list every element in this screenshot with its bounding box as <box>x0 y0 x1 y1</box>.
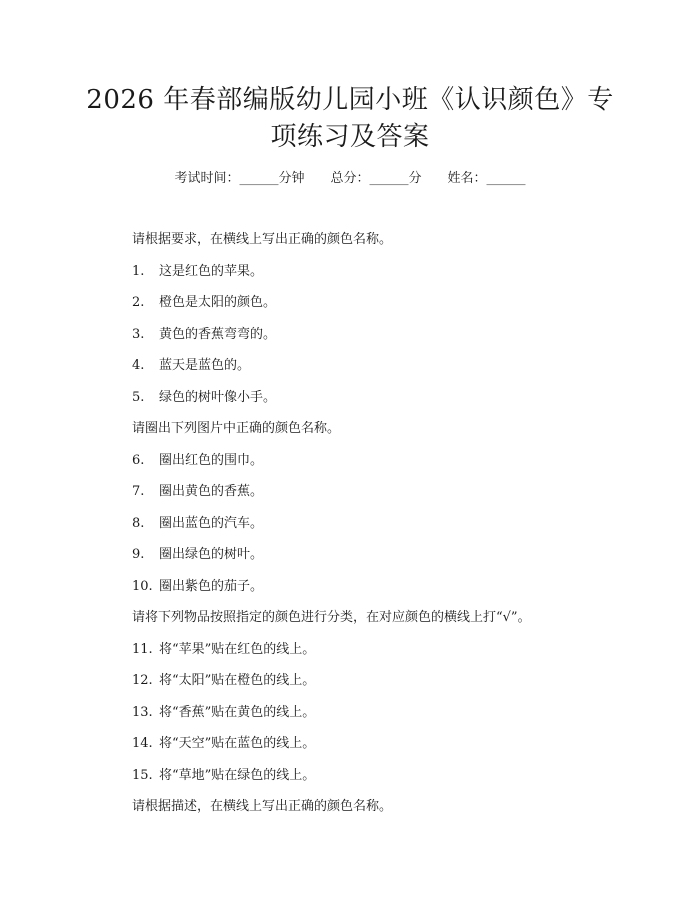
exam-time-field: 考试时间：______分钟 <box>174 171 305 186</box>
question-item <box>132 324 632 356</box>
question-item <box>132 261 632 293</box>
question-text: 圈出蓝色的汽车。 <box>159 515 264 531</box>
question-number: 6. <box>132 452 145 468</box>
question-list <box>132 229 632 828</box>
question-text: 将“草地”贴在绿色的线上。 <box>159 767 316 783</box>
question-item <box>132 670 632 702</box>
name-field: 姓名：______ <box>447 171 526 186</box>
question-number: 9. <box>132 547 145 562</box>
question-text: 圈出红色的围巾。 <box>159 452 264 468</box>
question-item <box>132 702 632 734</box>
question-item <box>132 639 632 671</box>
question-number: 7. <box>132 484 145 499</box>
question-number: 4. <box>132 358 145 373</box>
question-text: 橙色是太阳的颜色。 <box>159 295 277 310</box>
question-item <box>132 450 632 482</box>
question-number: 3. <box>132 326 145 342</box>
question-number: 15. <box>132 767 153 783</box>
question-item <box>132 387 632 419</box>
section-instruction: 请根据描述，在横线上写出正确的颜色名称。 <box>132 799 393 814</box>
question-item <box>132 355 632 387</box>
question-item <box>132 481 632 513</box>
question-number: 12. <box>132 673 153 688</box>
question-text: 圈出黄色的香蕉。 <box>159 484 264 499</box>
question-number: 14. <box>132 736 153 751</box>
question-text: 圈出紫色的茄子。 <box>159 578 264 594</box>
question-text: 圈出绿色的树叶。 <box>159 547 264 562</box>
exam-meta <box>0 170 700 188</box>
question-text: 绿色的树叶像小手。 <box>159 389 277 405</box>
document-title-line-1: 2026 年春部编版幼儿园小班《认识颜色》专 <box>86 85 614 115</box>
question-number: 2. <box>132 295 145 310</box>
question-number: 5. <box>132 389 145 405</box>
question-item <box>132 733 632 765</box>
total-score-field: 总分：______分 <box>330 171 422 186</box>
section-instruction: 请将下列物品按照指定的颜色进行分类，在对应颜色的横线上打“√”。 <box>132 610 531 625</box>
question-text: 这是红色的苹果。 <box>159 263 264 279</box>
question-text: 将“苹果”贴在红色的线上。 <box>159 641 316 657</box>
question-item <box>132 765 632 797</box>
section-instruction: 请根据要求，在横线上写出正确的颜色名称。 <box>132 232 393 247</box>
question-number: 8. <box>132 515 145 531</box>
question-item <box>132 513 632 545</box>
question-number: 10. <box>132 578 153 594</box>
question-text: 将“太阳”贴在橙色的线上。 <box>159 673 316 688</box>
question-item <box>132 292 632 324</box>
question-number: 1. <box>132 263 145 279</box>
question-number: 13. <box>132 704 153 720</box>
question-item <box>132 544 632 576</box>
document-title-line-2: 项练习及答案 <box>270 122 430 152</box>
question-text: 将“天空”贴在蓝色的线上。 <box>159 736 316 751</box>
question-number: 11. <box>132 641 153 657</box>
section-instruction: 请圈出下列图片中正确的颜色名称。 <box>132 421 341 436</box>
question-text: 将“香蕉”贴在黄色的线上。 <box>159 704 316 720</box>
question-item <box>132 576 632 608</box>
question-text: 黄色的香蕉弯弯的。 <box>159 326 277 342</box>
question-text: 蓝天是蓝色的。 <box>159 358 251 373</box>
